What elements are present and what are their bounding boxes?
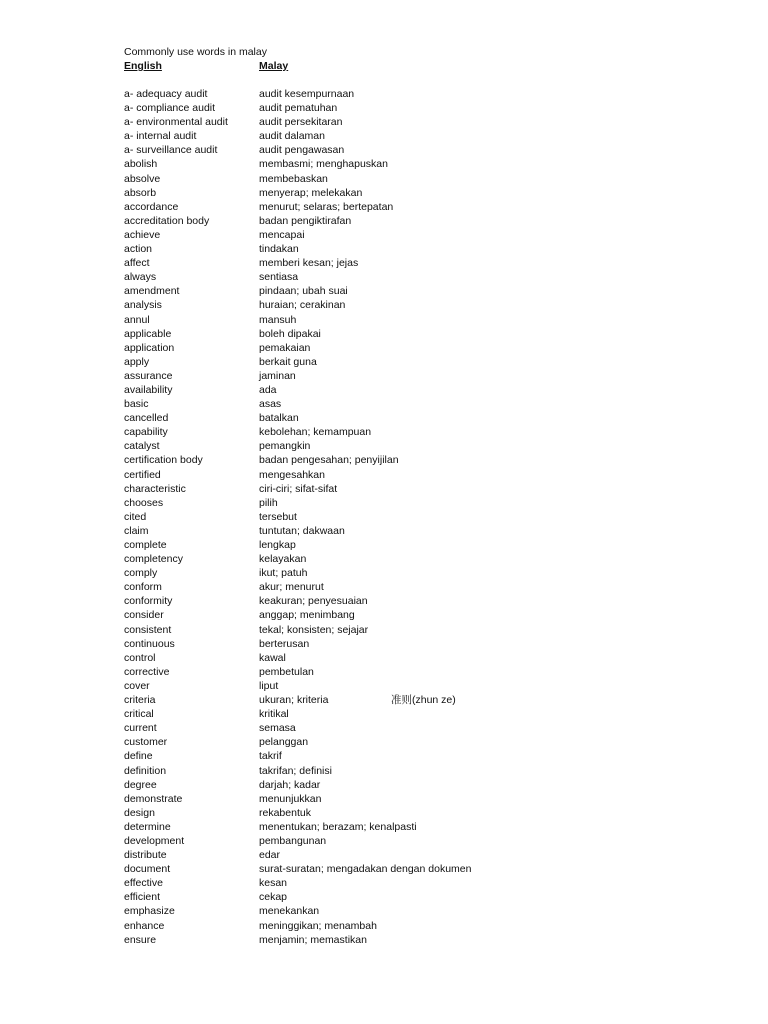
malay-translation: rekabentuk: [259, 806, 311, 819]
malay-translation: kesan: [259, 877, 288, 890]
word-row: [124, 919, 644, 933]
english-word: critical: [124, 708, 154, 721]
word-row: [124, 834, 644, 848]
english-word: basic: [124, 398, 149, 411]
malay-translation: menyerap; melekakan: [259, 186, 363, 199]
english-word: apply: [124, 355, 150, 368]
malay-translation: audit kesempurnaan: [259, 88, 355, 100]
malay-translation: liput: [259, 679, 279, 692]
english-word: characteristic: [124, 482, 186, 495]
english-word: completency: [124, 553, 183, 566]
malay-translation: pindaan; ubah suai: [259, 285, 348, 298]
word-row: [124, 904, 644, 918]
word-row: [124, 566, 644, 580]
word-row: [124, 580, 644, 594]
word-row: [124, 327, 644, 341]
word-row: [124, 510, 644, 524]
word-row: [124, 594, 644, 608]
english-word: consistent: [124, 623, 172, 636]
word-row: [124, 721, 644, 735]
malay-translation: tekal; konsisten; sejajar: [259, 623, 369, 636]
english-word: emphasize: [124, 905, 175, 918]
malay-translation: berterusan: [259, 637, 310, 650]
word-row: [124, 468, 644, 482]
english-word: absorb: [124, 186, 157, 199]
malay-translation: tindakan: [259, 243, 299, 256]
malay-translation: menentukan; berazam; kenalpasti: [259, 820, 417, 833]
english-word: claim: [124, 524, 149, 537]
english-word: corrective: [124, 665, 170, 678]
word-row: [124, 707, 644, 721]
word-row: [124, 651, 644, 665]
malay-translation: ikut; patuh: [259, 567, 308, 580]
english-word: conformity: [124, 595, 173, 608]
malay-translation: berkait guna: [259, 355, 317, 368]
chinese-note: 准则(zhun ze): [391, 694, 456, 707]
word-row: [124, 665, 644, 679]
malay-translation: pilih: [259, 496, 278, 509]
english-word: annul: [124, 313, 150, 326]
word-row: [124, 186, 644, 200]
word-row: [124, 313, 644, 327]
word-row: [124, 369, 644, 383]
word-row: [124, 848, 644, 862]
malay-translation: pelanggan: [259, 736, 309, 749]
word-row: [124, 482, 644, 496]
word-row: [124, 862, 644, 876]
english-word: document: [124, 863, 171, 876]
word-row: [124, 608, 644, 622]
malay-translation: cekap: [259, 891, 288, 904]
malay-translation: lengkap: [259, 539, 296, 551]
malay-translation: kebolehan; kemampuan: [259, 426, 372, 439]
word-row: [124, 623, 644, 637]
english-word: assurance: [124, 369, 173, 382]
english-word: achieve: [124, 228, 161, 241]
english-word: effective: [124, 877, 163, 890]
word-row: [124, 256, 644, 270]
malay-translation: memberi kesan; jejas: [259, 257, 359, 270]
malay-translation: membebaskan: [259, 172, 328, 185]
word-row: [124, 820, 644, 834]
malay-translation: meninggikan; menambah: [259, 919, 377, 932]
word-row: [124, 200, 644, 214]
english-word: current: [124, 722, 157, 735]
malay-translation: anggap; menimbang: [259, 609, 355, 622]
malay-translation: pemakaian: [259, 341, 311, 354]
word-row: [124, 284, 644, 298]
english-word: availability: [124, 383, 173, 396]
word-row: [124, 425, 644, 439]
english-word: a- environmental audit: [124, 116, 228, 129]
english-word: efficient: [124, 891, 160, 904]
malay-translation: batalkan: [259, 412, 299, 425]
english-word: enhance: [124, 919, 165, 932]
english-word: a- compliance audit: [124, 102, 216, 115]
english-word: determine: [124, 820, 171, 833]
english-word: accreditation body: [124, 214, 210, 227]
english-word: ensure: [124, 933, 157, 946]
malay-translation: takrifan; definisi: [259, 764, 332, 777]
english-word: abolish: [124, 158, 158, 171]
malay-translation: badan pengesahan; penyijilan: [259, 454, 399, 467]
english-word: analysis: [124, 299, 162, 312]
word-row: [124, 637, 644, 651]
english-word: accordance: [124, 200, 179, 213]
english-word: criteria: [124, 694, 156, 707]
word-row: [124, 453, 644, 467]
malay-translation: ukuran; kriteria: [259, 694, 329, 707]
word-row: [124, 764, 644, 778]
word-row: [124, 383, 644, 397]
malay-translation: semasa: [259, 722, 296, 735]
word-row: [124, 214, 644, 228]
english-word: demonstrate: [124, 792, 183, 805]
word-row: [124, 792, 644, 806]
english-word: a- adequacy audit: [124, 88, 208, 100]
english-word: chooses: [124, 496, 164, 509]
english-word: customer: [124, 736, 168, 749]
malay-translation: mansuh: [259, 313, 297, 326]
english-word: degree: [124, 778, 157, 791]
malay-translation: audit persekitaran: [259, 116, 343, 129]
english-word: applicable: [124, 327, 172, 340]
malay-translation: mengesahkan: [259, 468, 325, 481]
word-row: [124, 524, 644, 538]
malay-translation: surat-suratan; mengadakan dengan dokumen: [259, 863, 472, 876]
word-row: [124, 552, 644, 566]
word-row: [124, 341, 644, 355]
english-word: action: [124, 243, 153, 256]
word-row: [124, 157, 644, 171]
english-word: conform: [124, 581, 162, 594]
word-row: [124, 411, 644, 425]
malay-translation: boleh dipakai: [259, 327, 321, 340]
english-word: define: [124, 750, 153, 763]
malay-translation: mencapai: [259, 228, 305, 241]
english-word: cancelled: [124, 412, 169, 425]
word-row: [124, 890, 644, 904]
word-row: [124, 439, 644, 453]
malay-translation: pembetulan: [259, 665, 314, 678]
malay-translation: sentiasa: [259, 271, 299, 284]
word-row: [124, 876, 644, 890]
document-title: Commonly use words in malay: [124, 46, 267, 58]
malay-translation: audit pengawasan: [259, 144, 345, 157]
word-row: [124, 242, 644, 256]
word-row: [124, 749, 644, 763]
word-row: [124, 143, 644, 157]
word-row: [124, 933, 644, 947]
malay-translation: edar: [259, 849, 281, 862]
word-list: [124, 87, 644, 947]
english-word: always: [124, 271, 157, 284]
word-row: [124, 355, 644, 369]
malay-translation: audit pematuhan: [259, 102, 338, 115]
english-word: application: [124, 341, 175, 354]
malay-translation: ciri-ciri; sifat-sifat: [259, 482, 338, 495]
word-row: [124, 735, 644, 749]
word-row: [124, 679, 644, 693]
word-row: [124, 693, 644, 707]
malay-translation: huraian; cerakinan: [259, 299, 346, 312]
malay-translation: kritikal: [259, 708, 289, 721]
malay-translation: menurut; selaras; bertepatan: [259, 200, 394, 213]
word-row: [124, 129, 644, 143]
english-word: development: [124, 834, 185, 847]
english-word: distribute: [124, 849, 167, 862]
word-row: [124, 172, 644, 186]
word-row: [124, 298, 644, 312]
malay-translation: membasmi; menghapuskan: [259, 158, 388, 171]
word-row: [124, 806, 644, 820]
malay-translation: akur; menurut: [259, 581, 324, 594]
english-word: certification body: [124, 454, 203, 467]
english-word: cover: [124, 679, 150, 692]
english-word: capability: [124, 426, 168, 439]
malay-translation: kelayakan: [259, 553, 307, 566]
malay-translation: asas: [259, 398, 282, 411]
malay-column-header: Malay: [259, 60, 289, 72]
word-row: [124, 101, 644, 115]
malay-translation: pembangunan: [259, 834, 327, 847]
english-word: absolve: [124, 172, 161, 185]
word-row: [124, 87, 644, 101]
english-word: cited: [124, 510, 147, 523]
malay-translation: jaminan: [259, 369, 296, 382]
malay-translation: takrif: [259, 750, 282, 763]
malay-translation: ada: [259, 383, 277, 396]
english-word: continuous: [124, 637, 175, 650]
english-word: comply: [124, 567, 158, 580]
malay-translation: menjamin; memastikan: [259, 933, 367, 946]
word-row: [124, 496, 644, 510]
english-word: a- surveillance audit: [124, 144, 218, 157]
malay-translation: audit dalaman: [259, 130, 325, 143]
english-word: catalyst: [124, 440, 160, 453]
malay-translation: tuntutan; dakwaan: [259, 524, 345, 537]
malay-translation: menekankan: [259, 905, 320, 918]
word-row: [124, 270, 644, 284]
english-word: consider: [124, 609, 164, 622]
english-word: affect: [124, 257, 150, 270]
malay-translation: keakuran; penyesuaian: [259, 595, 368, 608]
word-row: [124, 538, 644, 552]
malay-translation: badan pengiktirafan: [259, 214, 352, 227]
malay-translation: tersebut: [259, 510, 297, 523]
english-column-header: English: [124, 60, 162, 72]
english-word: definition: [124, 764, 167, 777]
column-header-row: [124, 59, 644, 73]
word-row: [124, 228, 644, 242]
english-word: complete: [124, 539, 167, 551]
english-word: a- internal audit: [124, 130, 197, 143]
english-word: control: [124, 651, 156, 664]
word-row: [124, 115, 644, 129]
english-word: design: [124, 806, 155, 819]
english-word: certified: [124, 468, 161, 481]
malay-translation: menunjukkan: [259, 792, 322, 805]
malay-translation: pemangkin: [259, 440, 311, 453]
word-row: [124, 397, 644, 411]
malay-translation: darjah; kadar: [259, 778, 321, 791]
english-word: amendment: [124, 285, 180, 298]
word-row: [124, 778, 644, 792]
malay-translation: kawal: [259, 651, 286, 664]
